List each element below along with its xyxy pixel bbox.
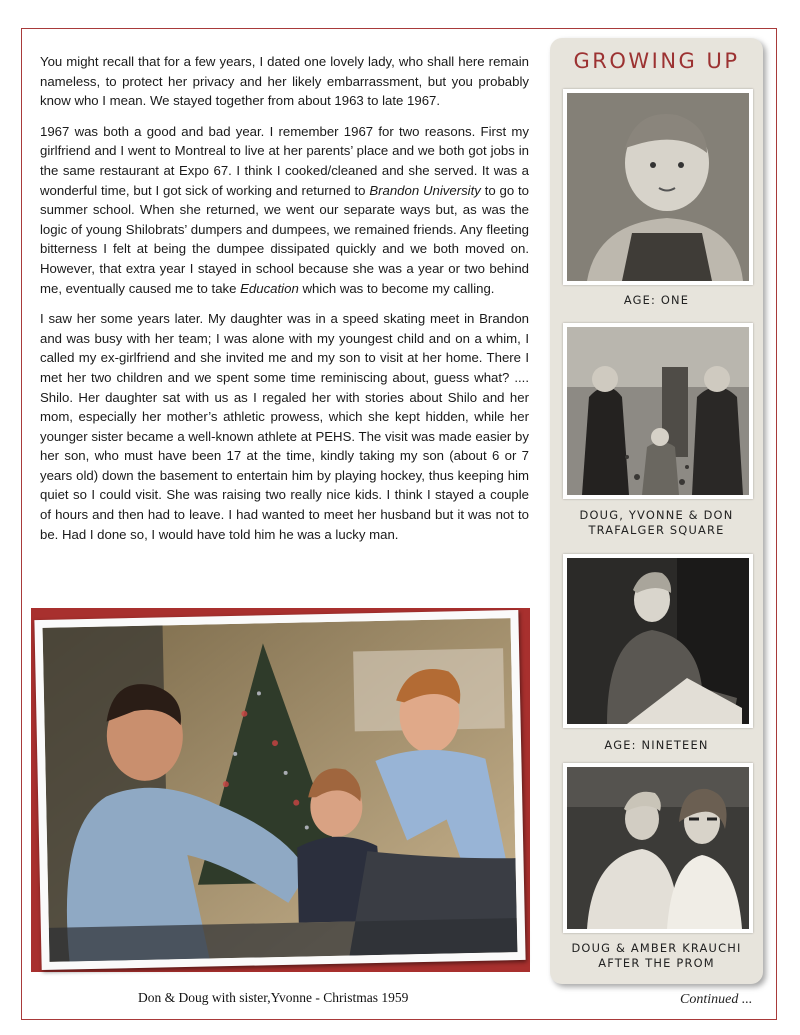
caption-after-prom-line1: DOUG & AMBER KRAUCHI [571, 941, 742, 955]
photo-age-nineteen [563, 554, 753, 728]
caption-age-nineteen [550, 738, 763, 753]
paragraph-2-part-b: to go to summer school. When she returned, we went our separate ways but, as was the logic of young Shilobrats’ dumpers and dumpees, we remained friends. Any fleeting bitterness I felt at being the dumpee dissipated quickly and we both moved on. However, that extra year I stayed in school because she was a year or two behind me, eventually caused me to take [40, 182, 529, 296]
sidebar-title: GROWING UP [573, 49, 740, 73]
caption-trafalgar-line1: DOUG, YVONNE & DON [579, 508, 734, 522]
paragraph-2-part-a: 1967 was both a good and bad year. I remember 1967 for two reasons. First my girlfriend and I went to Montreal to live at her parents’ place and we both got jobs in the same restaurant at Expo 67. I think I cooked/cleaned and she served. It was a wonderful time, but I got sick of working and returned to [40, 123, 529, 198]
caption-age-one-line1: AGE: ONE [623, 293, 690, 307]
photo-trafalgar-square [563, 323, 753, 499]
caption-trafalgar-square [550, 508, 763, 538]
caption-after-prom-line2: AFTER THE PROM [598, 956, 715, 970]
paragraph-1: You might recall that for a few years, I dated one lovely lady, who shall here remain nameless, to protect her privacy and her likely embarrassment, but you probably know who I mean. We stayed together from about 1963 to late 1967. [40, 54, 529, 109]
emphasis-brandon-university: Brandon University [369, 182, 481, 198]
photo-age-one-image [567, 93, 749, 281]
paragraph-3: I saw her some years later. My daughter was in a speed skating meet in Brandon and was busy with her team; I was alone with my youngest child and on a whim, I called my ex-girlfriend and she invited me and my son to visit at her home. There I met her two children and we spent some time reminiscing about, guess what? .... Shilo. Her daughter sat with us as I regaled her with stories about Shilo and her mom, especially her mother’s athletic prowess, which she kept hidden, while her younger sister became a well-known athlete at PEHS. The visit was made easier by her son, who must have been 17 at the time, kindly taking my son (about 6 or 7 years old) down the basement to entertain him by playing hockey, thus keeping him quiet so I could visit. She was raising two really nice kids. I think I stayed a couple of hours and then had to leave. I had wanted to meet her husband but it was not to be. Had I done so, I would have told him he was a lucky man. [40, 311, 529, 542]
continued-label: Continued ... [680, 992, 753, 1007]
paragraph-2 [40, 122, 529, 298]
photo-trafalgar-square-image [567, 327, 749, 495]
caption-age-nineteen-line1: AGE: NINETEEN [604, 738, 709, 752]
photo-age-one [563, 89, 753, 285]
article-body [40, 52, 529, 555]
emphasis-education: Education [240, 280, 299, 296]
christmas-photo-caption: Don & Doug with sister,Yvonne - Christmas 1959 [138, 990, 409, 1005]
christmas-photo-image [43, 618, 518, 962]
photo-after-prom-image [567, 767, 749, 929]
caption-age-one [550, 293, 763, 308]
paragraph-2-part-c: which was to become my calling. [298, 280, 495, 296]
caption-after-prom [550, 941, 763, 971]
photo-after-prom [563, 763, 753, 933]
photo-age-nineteen-image [567, 558, 749, 724]
christmas-photo [34, 610, 525, 970]
caption-trafalgar-line2: TRAFALGER SQUARE [588, 523, 725, 537]
